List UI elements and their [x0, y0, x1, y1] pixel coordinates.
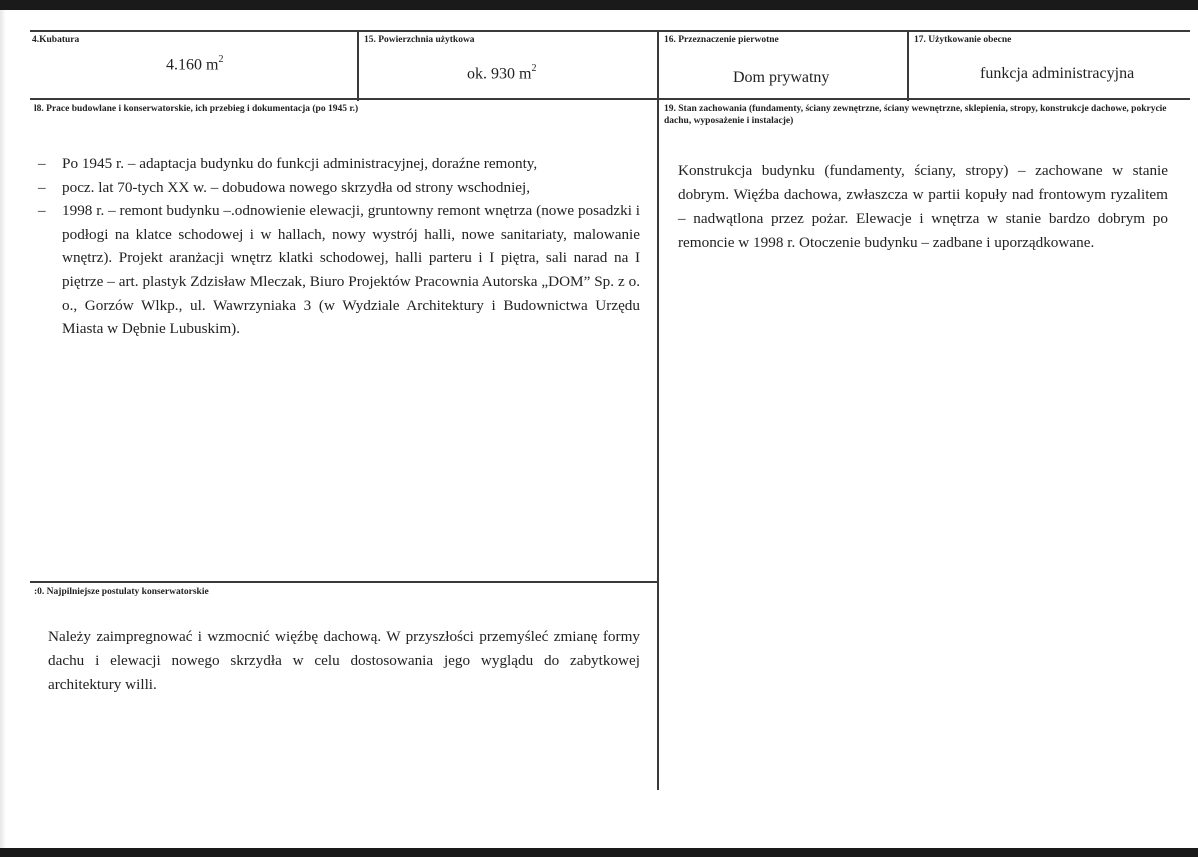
dash-marker: – — [38, 155, 46, 172]
uzytkowanie-label: 17. Użytkowanie obecne — [914, 35, 1012, 45]
divider-powierzchnia — [657, 30, 659, 790]
prace-item-text: 1998 r. – remont budynku –.odnowienie elewacji, gruntowny remont wnętrza (nowe posadzki i podłogi na klatce schodowej i w hallach, nowy wystrój halli, nowe sanitariaty, malowanie wnętrz). Projekt aranżacji wnętrz klatki schodowej, halli parteru i I piętra, sali narad na I piętrze – art. plastyk Zdzisław Mleczak, Biuro Projektów Pracownia Autorska „DOM” Sp. z o. o., Gorzów Wlkp., ul. Wawrzyniaka 3 (w Wydziale Architektury i Budownictwa Urzędu Miasta w Dębnie Lubuskim). — [62, 202, 640, 338]
prace-item-text: Po 1945 r. – adaptacja budynku do funkcji administracyjnej, doraźne remonty, — [62, 155, 538, 172]
postulaty-label: :0. Najpilniejsze postulaty konserwatorskie — [34, 587, 209, 597]
przeznaczenie-value: Dom prywatny — [733, 69, 830, 86]
stan-label: 19. Stan zachowania (fundamenty, ściany zewnętrzne, ściany wewnętrzne, sklepienia, stropy, konstrukcje dachowe, pokrycie dachu, wyposażenie i instalacje) — [664, 104, 1167, 126]
kubatura-unit-exponent: 2 — [218, 54, 224, 65]
kubatura-label: 4.Kubatura — [32, 35, 80, 45]
row-rule-upper — [30, 98, 1190, 100]
divider-przeznaczenie — [907, 30, 909, 101]
dash-marker: – — [38, 178, 46, 196]
prace-item-text: pocz. lat 70-tych XX w. – dobudowa nowego skrzydła od strony wschodniej, — [62, 178, 531, 196]
stan-text: Konstrukcja budynku (fundamenty, ściany, stropy) – zachowane w stanie dobrym. Więźba dachowa, zwłaszcza w partii kopuły nad frontowym ryzalitem – nadwątlona przez pożar. Elewacje i wnętrza w stanie bardzo dobrym po remoncie w 1998 r. Otoczenie budynku – zadbane i uporządkowane. — [678, 162, 1168, 251]
kubatura-value — [166, 55, 223, 74]
prace-list — [36, 152, 640, 341]
uzytkowanie-value: funkcja administracyjna — [980, 65, 1135, 82]
dash-marker: – — [38, 202, 46, 220]
prace-label: l8. Prace budowlane i konserwatorskie, ich przebieg i dokumentacja (po 1945 r.) — [34, 104, 359, 114]
prace-item — [36, 152, 640, 176]
divider-kubatura — [357, 30, 359, 101]
kubatura-number: 4.160 m — [166, 56, 219, 74]
powierzchnia-label: 15. Powierzchnia użytkowa — [364, 35, 475, 45]
przeznaczenie-label: 16. Przeznaczenie pierwotne — [664, 35, 779, 45]
prace-item — [36, 176, 640, 200]
postulaty-text: Należy zaimpregnować i wzmocnić więźbę dachową. W przyszłości przemyśleć zmianę formy dachu i elewacji nowego skrzydła w celu dostosowania jego wyglądu do zabytkowej architektury willi. — [48, 628, 640, 693]
powierzchnia-value — [467, 64, 536, 83]
top-rule — [30, 30, 1190, 32]
row-rule-postulaty — [30, 581, 659, 583]
prace-item — [36, 199, 640, 341]
document-sheet — [0, 10, 1198, 848]
powierzchnia-unit-exponent: 2 — [531, 63, 537, 74]
powierzchnia-number: ok. 930 m — [467, 65, 532, 83]
